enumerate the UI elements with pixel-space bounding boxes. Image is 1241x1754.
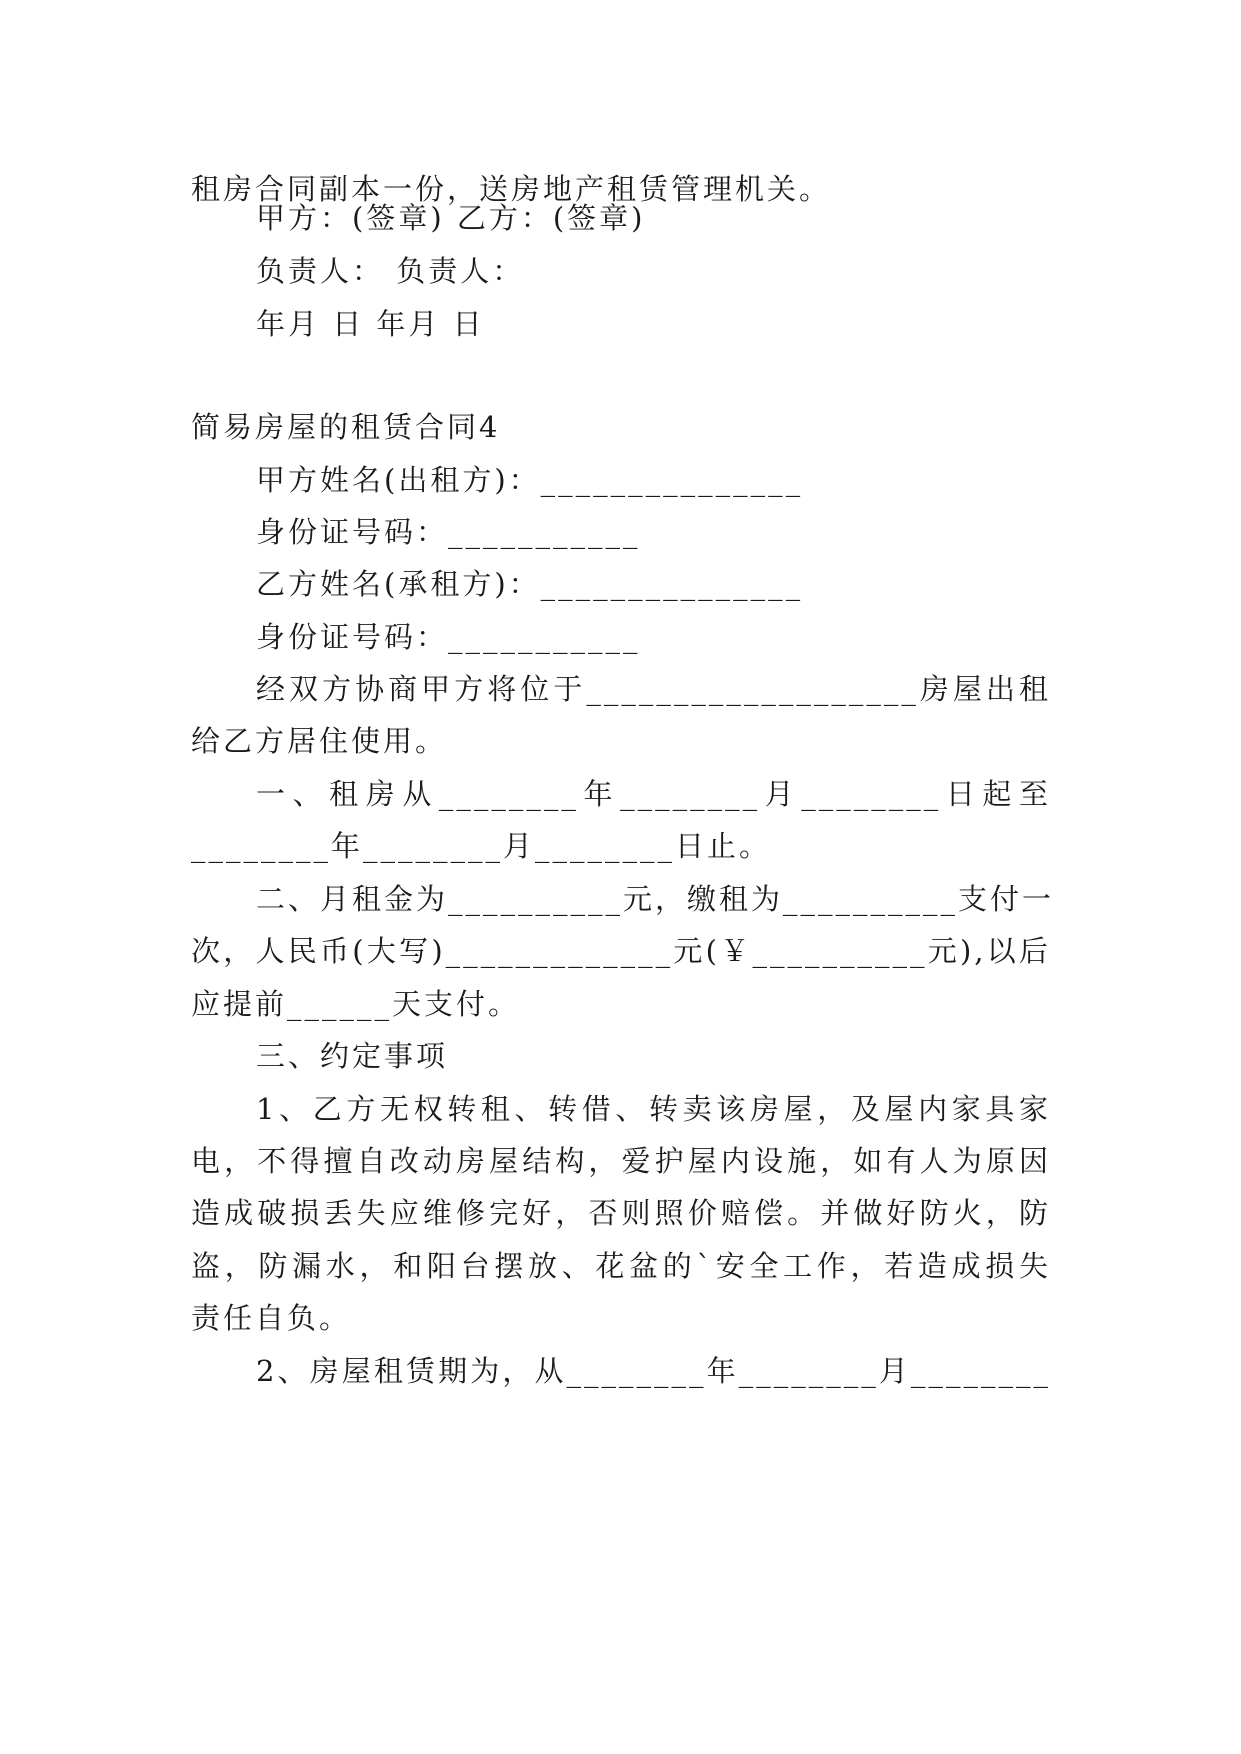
paragraph-contract-copy: 租房合同副本一份，送房地产租赁管理机关。 (191, 172, 832, 206)
signature-line: 甲方：(签章) 乙方：(签章) (256, 201, 646, 235)
item-2-line-1: 2、房屋租赁期为，从________年________月________ (256, 1354, 1051, 1388)
clause-1-line-1: 一、租房从________年________月________日起至 (256, 777, 1051, 811)
section-title: 简易房屋的租赁合同4 (191, 410, 501, 444)
lessor-name-field: 甲方姓名(出租方)：_______________ (256, 463, 804, 497)
item-1-line-5: 责任自负。 (191, 1301, 352, 1335)
item-1-line-3: 造成破损丢失应维修完好，否则照价赔偿。并做好防火，防 (191, 1196, 1051, 1230)
item-1-line-4: 盗，防漏水，和阳台摆放、花盆的`安全工作，若造成损失 (191, 1249, 1051, 1283)
date-line: 年月 日 年月 日 (256, 307, 485, 341)
clause-2-line-1: 二、月租金为__________元，缴租为__________支付一 (256, 882, 1055, 916)
paragraph-location-1: 经双方协商甲方将位于___________________房屋出租 (256, 672, 1051, 706)
clause-3-heading: 三、约定事项 (256, 1039, 449, 1073)
lessor-id-field: 身份证号码：___________ (256, 515, 641, 549)
lessee-name-field: 乙方姓名(承租方)：_______________ (256, 567, 804, 601)
item-1-line-2: 电，不得擅自改动房屋结构，爱护屋内设施，如有人为原因 (191, 1144, 1051, 1178)
lessee-id-field: 身份证号码：___________ (256, 620, 641, 654)
clause-2-line-3: 应提前______天支付。 (191, 987, 521, 1021)
clause-2-line-2: 次，人民币(大写)_____________元(￥__________元),以后 (191, 934, 1051, 968)
responsible-person-line: 负责人： 负责人： (256, 254, 525, 288)
paragraph-location-2: 给乙方居住使用。 (191, 724, 448, 758)
clause-1-line-2: ________年________月________日止。 (191, 829, 772, 863)
item-1-line-1: 1、乙方无权转租、转借、转卖该房屋，及屋内家具家 (256, 1092, 1051, 1126)
